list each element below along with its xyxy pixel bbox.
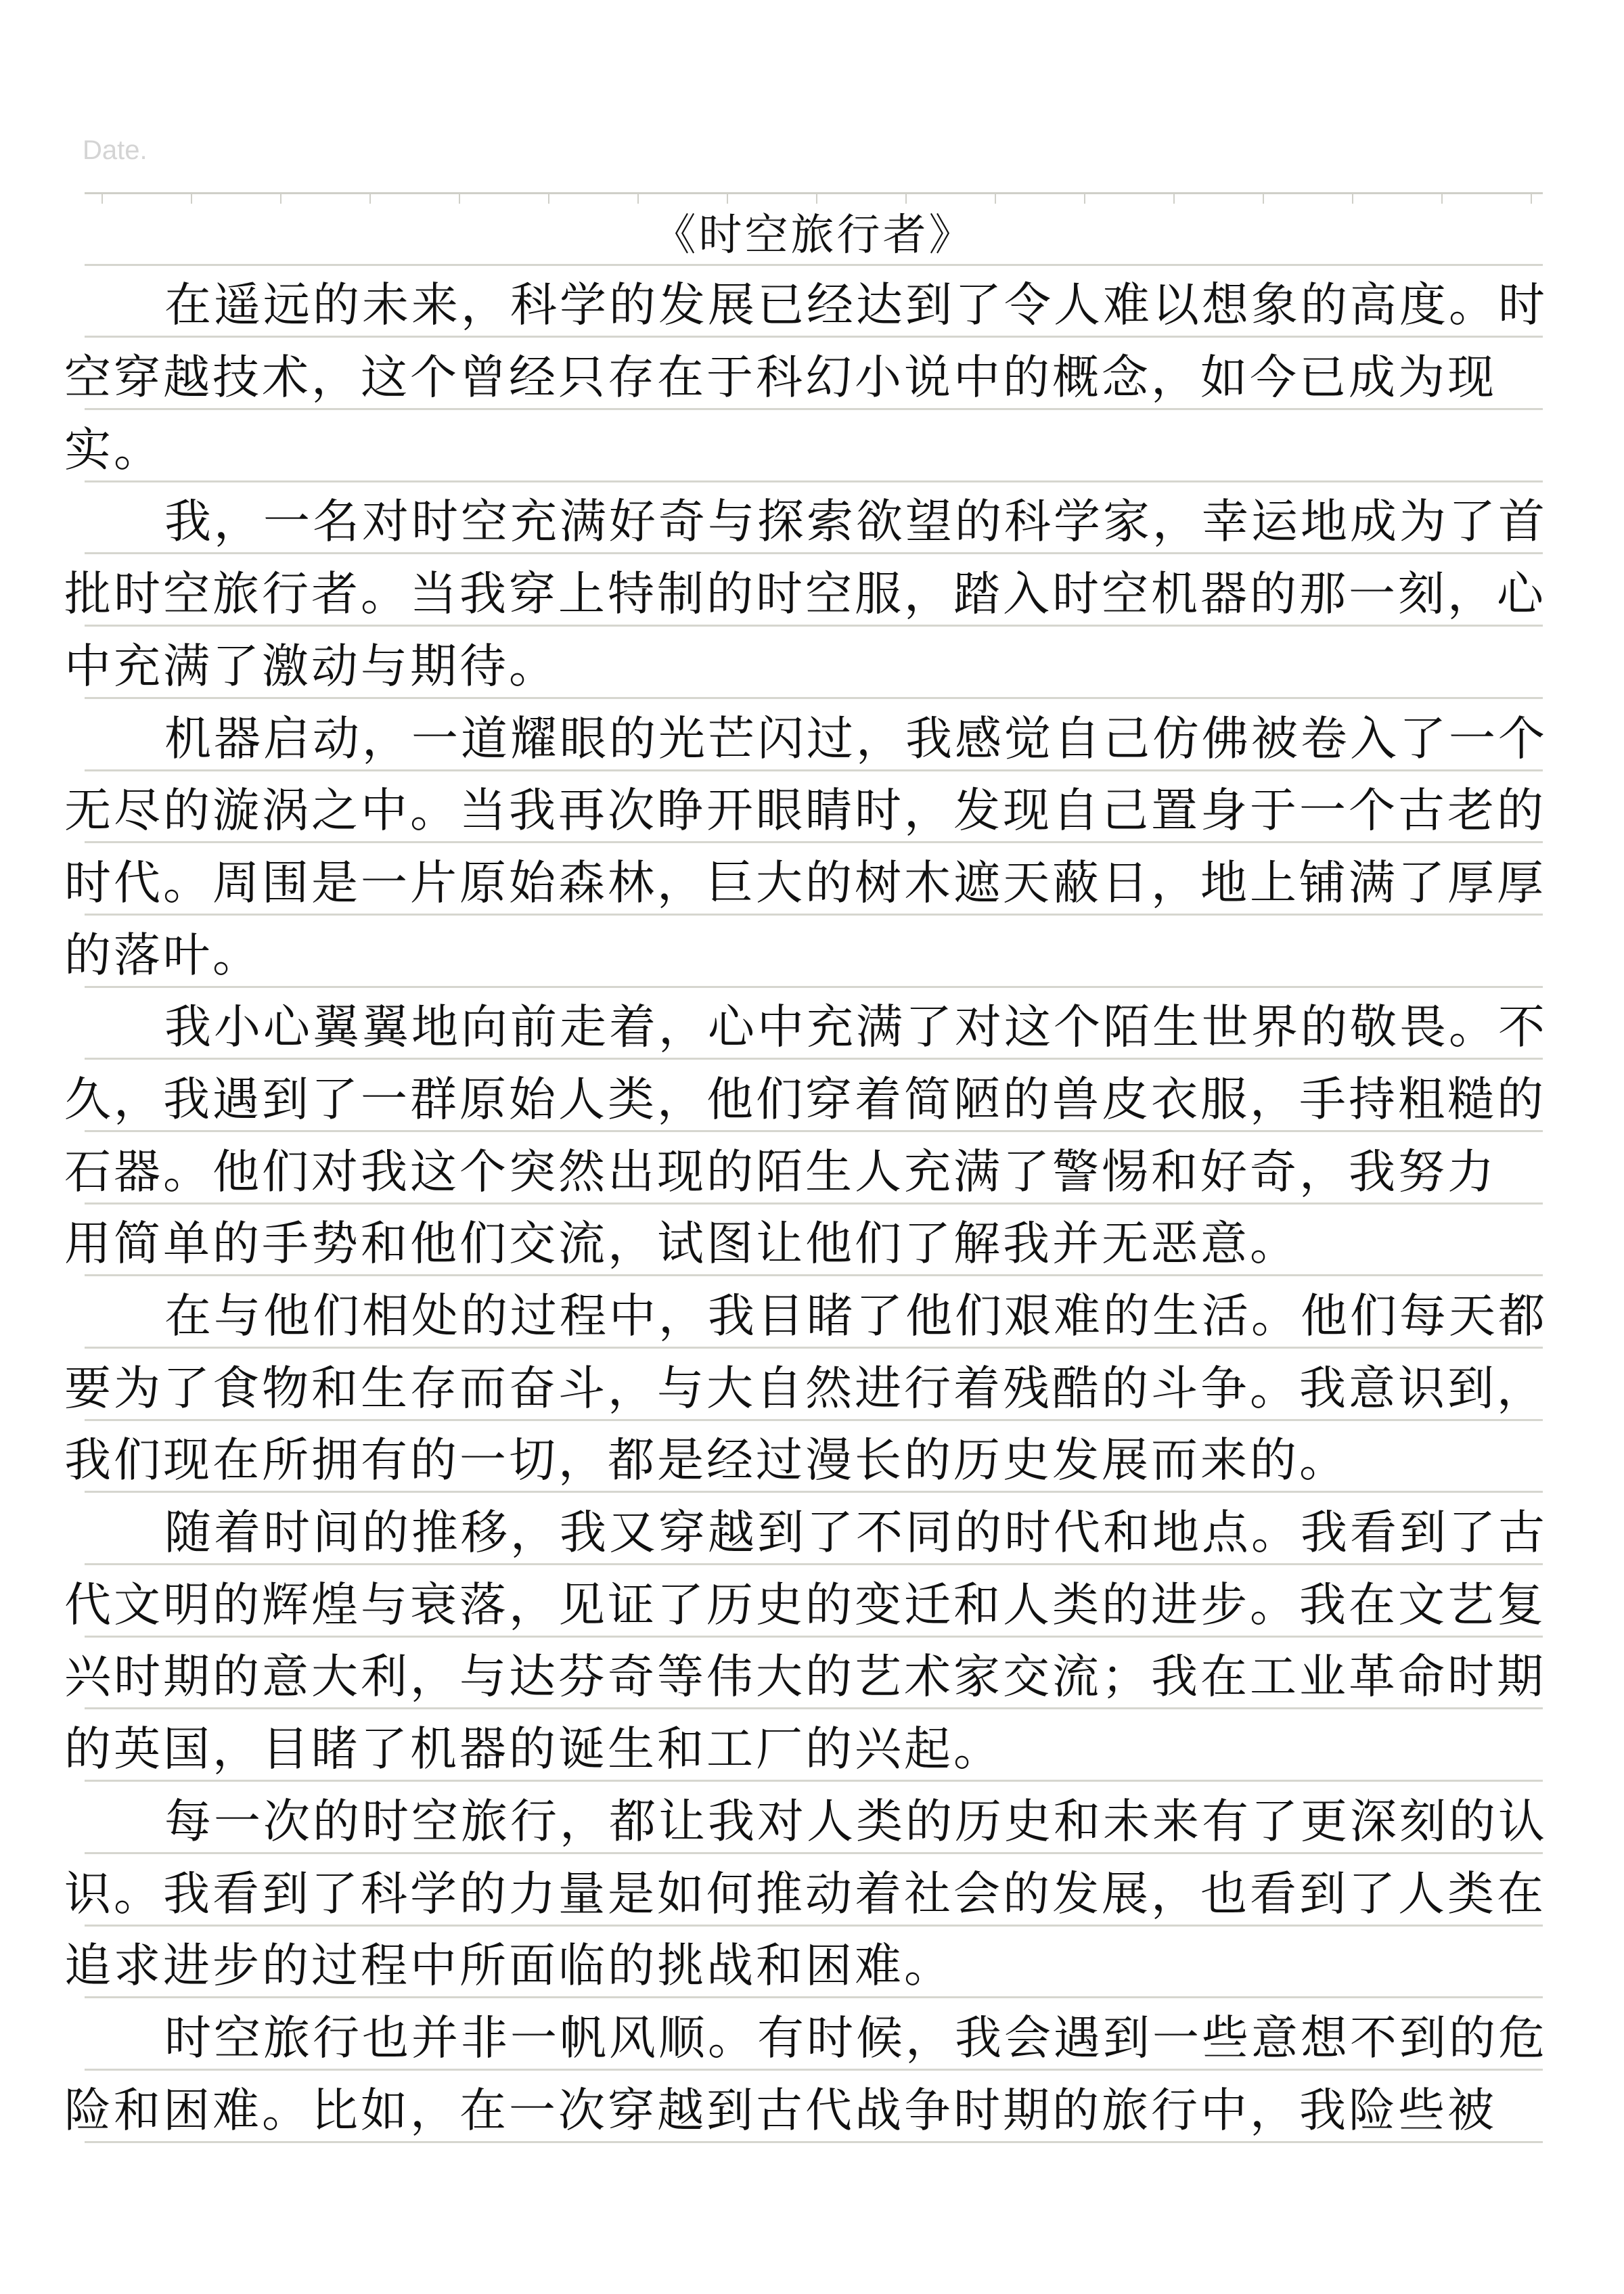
date-label: Date. <box>83 135 148 165</box>
essay-line-text: 的落叶。 <box>64 928 262 983</box>
essay-line <box>64 1060 1546 1132</box>
essay-line-text: 在遥远的未来，科学的发展已经达到了令人难以想象的高度。时 <box>164 278 1548 333</box>
essay-line-text: 代文明的辉煌与衰落，见证了历史的变迁和人类的进步。我在文艺复 <box>64 1577 1546 1632</box>
essay-line-text: 识。我看到了科学的力量是如何推动着社会的发展，也看到了人类在 <box>64 1866 1546 1921</box>
essay-line <box>64 1132 1543 1205</box>
essay-line <box>64 554 1546 627</box>
essay-line-text: 险和困难。比如，在一次穿越到古代战争时期的旅行中，我险些被 <box>64 2083 1497 2138</box>
essay-line-text: 我小心翼翼地向前走着，心中充满了对这个陌生世界的敬畏。不 <box>164 1000 1548 1055</box>
essay-line <box>64 1205 1543 1277</box>
essay-line-text: 时代。周围是一片原始森林，巨大的树木遮天蔽日，地上铺满了厚厚 <box>64 855 1546 910</box>
essay-line-text: 我，一名对时空充满好奇与探索欲望的科学家，幸运地成为了首 <box>164 495 1548 549</box>
essay-line-text: 随着时间的推移，我又穿越到了不同的时代和地点。我看到了古 <box>164 1506 1548 1560</box>
essay-line <box>64 2071 1543 2143</box>
essay-line <box>64 1565 1546 1638</box>
essay-line <box>64 410 1543 482</box>
essay-line-text: 批时空旅行者。当我穿上特制的时空服，踏入时空机器的那一刻，心 <box>64 567 1546 622</box>
essay-line <box>85 1276 1548 1349</box>
essay-line <box>85 1782 1548 1854</box>
essay-line-text: 时空旅行也并非一帆风顺。有时候，我会遇到一些意想不到的危 <box>164 2010 1548 2065</box>
essay-line <box>85 699 1548 771</box>
essay-line-text: 无尽的漩涡之中。当我再次睁开眼睛时，发现自己置身于一个古老的 <box>64 784 1546 838</box>
essay-line <box>64 1638 1546 1710</box>
essay-line <box>64 1349 1546 1421</box>
essay-line-text: 的英国，目睹了机器的诞生和工厂的兴起。 <box>64 1722 1003 1777</box>
essay-line <box>64 771 1546 844</box>
essay-line-text: 中充满了激动与期待。 <box>64 639 558 694</box>
title-row <box>85 194 1543 266</box>
essay-line-text: 实。 <box>64 422 163 477</box>
essay-line-text: 机器启动，一道耀眼的光芒闪过，我感觉自己仿佛被卷入了一个 <box>164 711 1548 766</box>
essay-line-text: 空穿越技术，这个曾经只存在于科幻小说中的概念，如今已成为现 <box>64 351 1497 405</box>
essay-line <box>64 338 1543 410</box>
essay-line-text: 用简单的手势和他们交流，试图让他们了解我并无恶意。 <box>64 1217 1299 1272</box>
essay-line-text: 在与他们相处的过程中，我目睹了他们艰难的生活。他们每天都 <box>164 1289 1548 1343</box>
essay-line <box>64 1709 1543 1782</box>
essay-line <box>64 843 1546 916</box>
essay-line <box>85 482 1548 555</box>
essay-line-text: 久，我遇到了一群原始人类，他们穿着简陋的兽皮衣服，手持粗糙的 <box>64 1072 1546 1127</box>
essay-line <box>85 988 1548 1060</box>
essay-line-text: 要为了食物和生存而奋斗，与大自然进行着残酷的斗争。我意识到， <box>64 1361 1546 1416</box>
essay-line <box>85 266 1548 338</box>
essay-line-text: 石器。他们对我这个突然出现的陌生人充满了警惕和好奇，我努力 <box>64 1144 1497 1199</box>
essay-line <box>85 1998 1548 2071</box>
essay-line-text: 兴时期的意大利，与达芬奇等伟大的艺术家交流；我在工业革命时期 <box>64 1650 1546 1705</box>
essay-line <box>85 1493 1548 1565</box>
essay-line <box>64 627 1543 699</box>
essay-line <box>64 916 1543 988</box>
essay-line-text: 我们现在所拥有的一切，都是经过漫长的历史发展而来的。 <box>64 1433 1349 1488</box>
essay-line <box>64 1421 1543 1493</box>
essay-line-text: 每一次的时空旅行，都让我对人类的历史和未来有了更深刻的认 <box>164 1794 1548 1849</box>
essay-title: 《时空旅行者》 <box>652 210 975 261</box>
essay-line <box>64 1854 1546 1927</box>
essay-line-text: 追求进步的过程中所面临的挑战和困难。 <box>64 1939 953 1994</box>
essay-page <box>0 194 1624 2143</box>
essay-line <box>64 1927 1543 1999</box>
